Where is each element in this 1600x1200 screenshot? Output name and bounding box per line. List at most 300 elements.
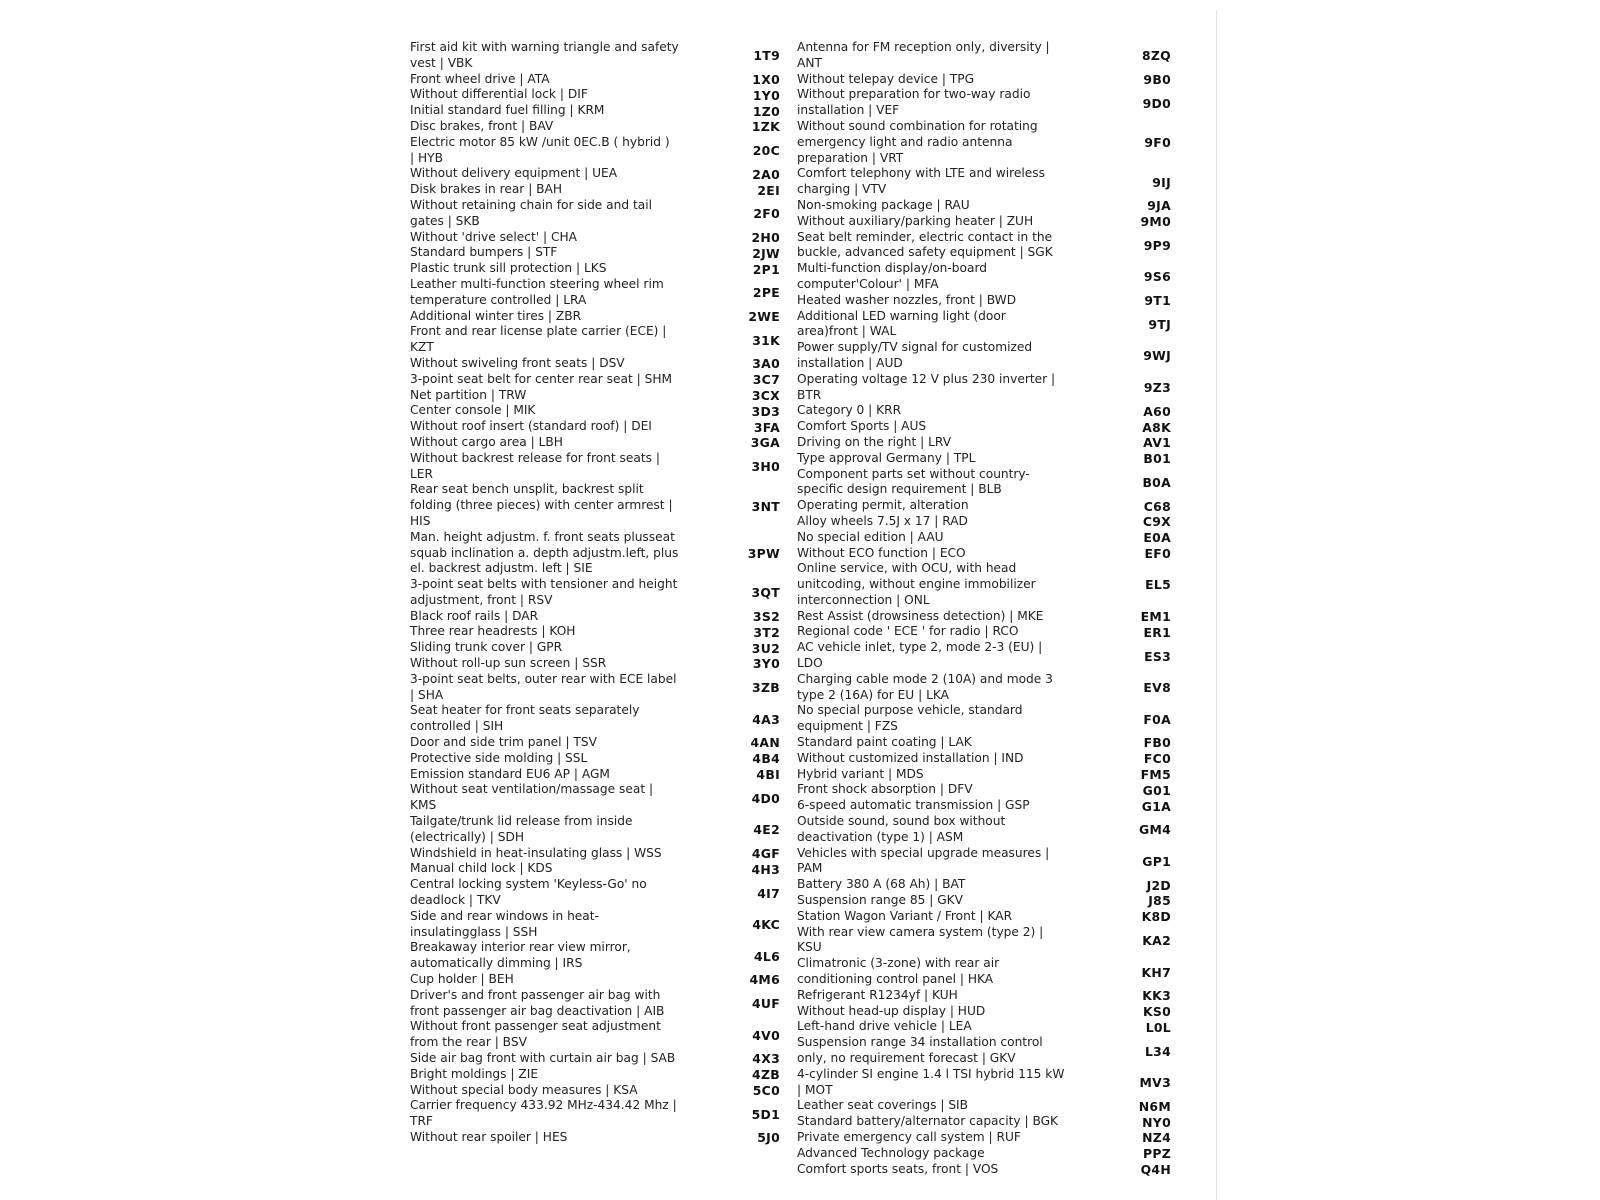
equipment-row bbox=[410, 309, 780, 325]
equipment-description: Side and rear windows in heat- insulatingglass | SSH bbox=[410, 908, 599, 939]
equipment-description: Standard battery/alternator capacity | BGK bbox=[797, 1114, 1059, 1129]
equipment-description: Antenna for FM reception only, diversity | ANT bbox=[797, 40, 1050, 70]
option-code: 2A0 bbox=[752, 166, 780, 182]
equipment-description: Station Wagon Variant / Front | KAR bbox=[797, 908, 1013, 923]
equipment-description: Front and rear license plate carrier (ECE) | KZT bbox=[410, 324, 667, 355]
option-code: 9M0 bbox=[1140, 214, 1171, 230]
equipment-description: Non-smoking package | RAU bbox=[797, 197, 970, 212]
option-code: 9P9 bbox=[1143, 237, 1171, 253]
equipment-description: Operating permit, alteration bbox=[797, 498, 969, 513]
option-code: 3H0 bbox=[751, 459, 780, 475]
option-code: 4M6 bbox=[749, 972, 780, 988]
equipment-row bbox=[410, 735, 780, 751]
equipment-row bbox=[797, 782, 1171, 798]
equipment-description: Power supply/TV signal for customized installation | AUD bbox=[797, 340, 1033, 370]
equipment-row bbox=[410, 419, 780, 435]
equipment-description: Climatronic (3-zone) with rear air conditioning control panel | HKA bbox=[797, 956, 1000, 987]
equipment-row bbox=[797, 451, 1171, 467]
option-code: 3ZB bbox=[752, 680, 780, 696]
equipment-row bbox=[410, 230, 780, 246]
equipment-description: Central locking system 'Keyless-Go' no deadlock | TKV bbox=[410, 877, 647, 908]
equipment-row bbox=[410, 435, 780, 451]
equipment-description: Category 0 | KRR bbox=[797, 403, 902, 418]
equipment-row bbox=[410, 166, 780, 182]
equipment-row bbox=[410, 624, 780, 640]
equipment-description: Front wheel drive | ATA bbox=[410, 71, 550, 86]
equipment-description: Regional code ' ECE ' for radio | RCO bbox=[797, 624, 1019, 639]
equipment-row bbox=[797, 514, 1171, 530]
equipment-description: Without seat ventilation/massage seat | KMS bbox=[410, 782, 654, 813]
option-code: F0A bbox=[1143, 711, 1171, 727]
equipment-row bbox=[410, 482, 780, 529]
equipment-description: Leather seat coverings | SIB bbox=[797, 1098, 969, 1113]
option-code: 2F0 bbox=[753, 206, 780, 222]
option-code: 4AN bbox=[750, 735, 780, 751]
option-code: 4I7 bbox=[757, 885, 780, 901]
option-code: C68 bbox=[1143, 498, 1171, 514]
equipment-row bbox=[797, 119, 1171, 166]
equipment-description: Door and side trim panel | TSV bbox=[410, 735, 597, 750]
option-code: 2EI bbox=[757, 182, 780, 198]
equipment-row bbox=[797, 403, 1171, 419]
equipment-description: Comfort Sports | AUS bbox=[797, 419, 927, 434]
equipment-description: Left-hand drive vehicle | LEA bbox=[797, 1019, 972, 1034]
equipment-row bbox=[410, 577, 780, 609]
equipment-row bbox=[797, 166, 1171, 198]
option-code: N6M bbox=[1138, 1098, 1171, 1114]
equipment-row bbox=[410, 1019, 780, 1051]
option-code: KH7 bbox=[1141, 964, 1171, 980]
option-code: 2PE bbox=[752, 285, 780, 301]
equipment-row bbox=[410, 814, 780, 846]
option-code: 31K bbox=[752, 332, 780, 348]
option-code: EF0 bbox=[1144, 545, 1171, 561]
option-code: AV1 bbox=[1143, 435, 1171, 451]
option-code: 4UF bbox=[751, 996, 780, 1012]
option-code: 9TJ bbox=[1148, 316, 1171, 332]
equipment-row bbox=[797, 814, 1171, 846]
equipment-row bbox=[410, 656, 780, 672]
equipment-row bbox=[797, 340, 1171, 372]
option-code: 9D0 bbox=[1142, 95, 1171, 111]
option-code: 9F0 bbox=[1144, 135, 1171, 151]
equipment-description: Multi-function display/on-board computer'Colour' | MFA bbox=[797, 261, 988, 291]
option-code: 3U2 bbox=[751, 640, 780, 656]
option-code: 4KC bbox=[752, 917, 780, 933]
equipment-description: Protective side molding | SSL bbox=[410, 750, 588, 765]
equipment-row bbox=[410, 1067, 780, 1083]
equipment-description: Without backrest release for front seats | LER bbox=[410, 450, 660, 481]
option-code: 4E2 bbox=[753, 822, 780, 838]
equipment-row bbox=[410, 640, 780, 656]
equipment-description: Manual child lock | KDS bbox=[410, 861, 553, 876]
equipment-row bbox=[410, 877, 780, 909]
equipment-row bbox=[410, 403, 780, 419]
equipment-row bbox=[797, 798, 1171, 814]
equipment-description: Without retaining chain for side and tail gates | SKB bbox=[410, 197, 652, 228]
equipment-description: Windshield in heat-insulating glass | WSS bbox=[410, 845, 662, 860]
option-code: 4BI bbox=[756, 767, 780, 783]
equipment-description: Type approval Germany | TPL bbox=[797, 450, 976, 465]
equipment-description: Refrigerant R1234yf | KUH bbox=[797, 987, 958, 1002]
equipment-row bbox=[797, 846, 1171, 878]
equipment-row bbox=[410, 40, 780, 72]
equipment-row bbox=[797, 1114, 1171, 1130]
equipment-row bbox=[410, 861, 780, 877]
equipment-description: Without differential lock | DIF bbox=[410, 87, 588, 102]
equipment-description: Operating voltage 12 V plus 230 inverter | BTR bbox=[797, 371, 1056, 402]
option-code: 4H3 bbox=[751, 861, 780, 877]
option-code: 1ZK bbox=[751, 119, 780, 135]
equipment-description: Tailgate/trunk lid release from inside (electrically) | SDH bbox=[410, 814, 633, 844]
option-code: 2JW bbox=[752, 245, 780, 261]
equipment-description: Additional winter tires | ZBR bbox=[410, 308, 582, 323]
equipment-description: Additional LED warning light (door area)front | WAL bbox=[797, 308, 1006, 339]
option-code: 3QT bbox=[751, 585, 780, 601]
left-column-equipment-list bbox=[410, 40, 780, 1146]
option-code: 3D3 bbox=[751, 403, 780, 419]
equipment-description: Without head-up display | HUD bbox=[797, 1003, 986, 1018]
equipment-row bbox=[797, 198, 1171, 214]
equipment-description: Without telepay device | TPG bbox=[797, 71, 975, 86]
equipment-row bbox=[410, 277, 780, 309]
option-code: 1Y0 bbox=[752, 87, 780, 103]
option-code: 9JA bbox=[1147, 198, 1171, 214]
equipment-row bbox=[797, 293, 1171, 309]
option-code: 3FA bbox=[753, 419, 780, 435]
equipment-description: Sliding trunk cover | GPR bbox=[410, 640, 563, 655]
option-code: 4D0 bbox=[751, 790, 780, 806]
equipment-row bbox=[410, 1083, 780, 1099]
equipment-description: Comfort sports seats, front | VOS bbox=[797, 1161, 999, 1176]
page-edge-divider bbox=[1216, 10, 1217, 1200]
option-code: L0L bbox=[1145, 1019, 1171, 1035]
equipment-description: 3-point seat belts with tensioner and height adjustment, front | RSV bbox=[410, 577, 678, 607]
equipment-description: Seat heater for front seats separately controlled | SIH bbox=[410, 703, 640, 734]
equipment-description: Without ECO function | ECO bbox=[797, 545, 966, 560]
equipment-description: First aid kit with warning triangle and safety vest | VBK bbox=[410, 40, 679, 70]
option-code: B01 bbox=[1143, 451, 1171, 467]
equipment-description: Outside sound, sound box without deactivation (type 1) | ASM bbox=[797, 814, 1006, 844]
equipment-row bbox=[410, 909, 780, 941]
equipment-row bbox=[797, 467, 1171, 499]
equipment-description: Standard paint coating | LAK bbox=[797, 735, 972, 750]
equipment-row bbox=[410, 782, 780, 814]
option-code: G01 bbox=[1142, 782, 1171, 798]
option-code: 8ZQ bbox=[1141, 48, 1171, 64]
equipment-row bbox=[410, 87, 780, 103]
equipment-description: Disc brakes, front | BAV bbox=[410, 118, 554, 133]
equipment-row bbox=[410, 609, 780, 625]
equipment-row bbox=[797, 435, 1171, 451]
option-code: 9IJ bbox=[1152, 174, 1171, 190]
option-code: 1X0 bbox=[752, 71, 780, 87]
equipment-description: Rear seat bench unsplit, backrest split folding (three pieces) with center armrest | HIS bbox=[410, 482, 673, 528]
equipment-row bbox=[797, 672, 1171, 704]
option-code: EV8 bbox=[1143, 680, 1171, 696]
equipment-row bbox=[797, 1019, 1171, 1035]
equipment-row bbox=[410, 324, 780, 356]
option-code: NZ4 bbox=[1142, 1130, 1171, 1146]
option-code: 4ZB bbox=[752, 1067, 780, 1083]
option-code: 3PW bbox=[747, 545, 780, 561]
equipment-description: Driving on the right | LRV bbox=[797, 434, 952, 449]
equipment-row bbox=[797, 87, 1171, 119]
right-column-equipment-list bbox=[797, 40, 1171, 1177]
equipment-description: 4-cylinder SI engine 1.4 l TSI hybrid 115 kW | MOT bbox=[797, 1066, 1065, 1097]
option-code: 9B0 bbox=[1143, 71, 1171, 87]
equipment-row bbox=[797, 1146, 1171, 1162]
option-code: C9X bbox=[1142, 514, 1171, 530]
option-code: FM5 bbox=[1140, 767, 1171, 783]
option-code: G1A bbox=[1141, 798, 1171, 814]
equipment-row bbox=[797, 735, 1171, 751]
equipment-description: Leather multi-function steering wheel rim temperature controlled | LRA bbox=[410, 276, 664, 307]
equipment-row bbox=[410, 846, 780, 862]
equipment-description: Online service, with OCU, with head unitcoding, without engine immobilizer interconnection | ONL bbox=[797, 561, 1036, 607]
equipment-description: Disk brakes in rear | BAH bbox=[410, 182, 563, 197]
option-code: GP1 bbox=[1142, 853, 1171, 869]
equipment-row bbox=[797, 530, 1171, 546]
option-code: GM4 bbox=[1138, 822, 1171, 838]
equipment-row bbox=[410, 988, 780, 1020]
option-code: NY0 bbox=[1142, 1114, 1171, 1130]
option-code: 3NT bbox=[751, 498, 780, 514]
option-code: A60 bbox=[1143, 403, 1171, 419]
equipment-row bbox=[797, 1162, 1171, 1178]
option-code: 2H0 bbox=[751, 229, 780, 245]
equipment-description: Driver's and front passenger air bag with front passenger air bag deactivation | AIB bbox=[410, 987, 665, 1018]
option-code: 3CX bbox=[751, 387, 780, 403]
equipment-row bbox=[410, 356, 780, 372]
option-code: 4A3 bbox=[752, 711, 780, 727]
equipment-row bbox=[797, 640, 1171, 672]
option-code: 3GA bbox=[750, 435, 780, 451]
option-code: 1Z0 bbox=[752, 103, 780, 119]
equipment-description: Seat belt reminder, electric contact in the buckle, advanced safety equipment | SGK bbox=[797, 229, 1053, 260]
option-code: Q4H bbox=[1140, 1161, 1171, 1177]
equipment-description: Without auxiliary/parking heater | ZUH bbox=[797, 213, 1034, 228]
equipment-description: Battery 380 A (68 Ah) | BAT bbox=[797, 877, 966, 892]
option-code: 1T9 bbox=[753, 48, 780, 64]
option-code: 2WE bbox=[748, 308, 780, 324]
option-code: 4B4 bbox=[752, 751, 780, 767]
option-code: 4GF bbox=[751, 846, 780, 862]
equipment-row bbox=[410, 530, 780, 577]
option-code: 4L6 bbox=[753, 948, 780, 964]
equipment-description: No special purpose vehicle, standard equipment | FZS bbox=[797, 703, 1023, 734]
equipment-row bbox=[797, 309, 1171, 341]
equipment-description: Without roll-up sun screen | SSR bbox=[410, 656, 607, 671]
option-code: B0A bbox=[1142, 474, 1171, 490]
equipment-row bbox=[410, 1098, 780, 1130]
equipment-row bbox=[410, 451, 780, 483]
equipment-description: Man. height adjustm. f. front seats plusseat squab inclination a. depth adjustm.left, plus el. backrest adjustm. left | SIE bbox=[410, 529, 679, 576]
equipment-row bbox=[797, 1130, 1171, 1146]
equipment-row bbox=[797, 1035, 1171, 1067]
option-code: 5J0 bbox=[757, 1130, 780, 1146]
equipment-description: Without cargo area | LBH bbox=[410, 434, 563, 449]
equipment-row bbox=[410, 1130, 780, 1146]
equipment-description: AC vehicle inlet, type 2, mode 2-3 (EU) | LDO bbox=[797, 640, 1043, 671]
option-code: 2P1 bbox=[752, 261, 780, 277]
equipment-description: Charging cable mode 2 (10A) and mode 3 type 2 (16A) for EU | LKA bbox=[797, 671, 1053, 702]
option-code: 4V0 bbox=[752, 1027, 780, 1043]
equipment-row bbox=[797, 261, 1171, 293]
option-code: 5D1 bbox=[751, 1106, 780, 1122]
equipment-description: Comfort telephony with LTE and wireless charging | VTV bbox=[797, 166, 1045, 197]
equipment-description: 3-point seat belts, outer rear with ECE label | SHA bbox=[410, 671, 677, 702]
equipment-description: Rest Assist (drowsiness detection) | MKE bbox=[797, 608, 1044, 623]
equipment-row bbox=[797, 877, 1171, 893]
option-code: 5C0 bbox=[752, 1082, 780, 1098]
equipment-row bbox=[797, 956, 1171, 988]
option-code: L34 bbox=[1144, 1043, 1171, 1059]
option-code: KA2 bbox=[1142, 932, 1171, 948]
equipment-row bbox=[410, 940, 780, 972]
equipment-description: Alloy wheels 7.5J x 17 | RAD bbox=[797, 513, 968, 528]
equipment-description: No special edition | AAU bbox=[797, 529, 944, 544]
equipment-row bbox=[797, 1067, 1171, 1099]
option-code: 9Z3 bbox=[1143, 380, 1171, 396]
option-code: EL5 bbox=[1145, 577, 1171, 593]
equipment-description: With rear view camera system (type 2) | KSU bbox=[797, 924, 1044, 955]
equipment-description: Side air bag front with curtain air bag | SAB bbox=[410, 1051, 676, 1065]
equipment-row bbox=[410, 372, 780, 388]
option-code: KS0 bbox=[1142, 1004, 1171, 1019]
equipment-row bbox=[797, 230, 1171, 262]
equipment-description: Advanced Technology package bbox=[797, 1145, 985, 1160]
option-code: 9T1 bbox=[1144, 293, 1171, 309]
equipment-description: Black roof rails | DAR bbox=[410, 608, 539, 623]
option-code: KK3 bbox=[1142, 988, 1171, 1004]
equipment-row bbox=[410, 103, 780, 119]
option-code: A8K bbox=[1142, 419, 1171, 435]
equipment-row bbox=[797, 214, 1171, 230]
option-code: J85 bbox=[1148, 893, 1171, 909]
option-code: PPZ bbox=[1142, 1146, 1171, 1162]
equipment-description: Without rear spoiler | HES bbox=[410, 1129, 568, 1144]
equipment-row bbox=[797, 1004, 1171, 1020]
option-code: 3T2 bbox=[753, 624, 780, 640]
equipment-row bbox=[410, 672, 780, 704]
equipment-row bbox=[410, 135, 780, 167]
equipment-row bbox=[410, 119, 780, 135]
option-code: 9WJ bbox=[1143, 348, 1171, 364]
option-code: 3C7 bbox=[752, 372, 780, 388]
equipment-description: Vehicles with special upgrade measures | PAM bbox=[797, 845, 1050, 876]
equipment-row bbox=[410, 198, 780, 230]
equipment-row bbox=[797, 419, 1171, 435]
option-code: FC0 bbox=[1143, 751, 1171, 767]
option-code: ER1 bbox=[1143, 624, 1171, 640]
equipment-description: Bright moldings | ZIE bbox=[410, 1066, 539, 1081]
equipment-description: Three rear headrests | KOH bbox=[410, 624, 576, 639]
equipment-row bbox=[797, 72, 1171, 88]
equipment-description: Without delivery equipment | UEA bbox=[410, 166, 618, 181]
equipment-row bbox=[410, 1051, 780, 1067]
equipment-description: Without 'drive select' | CHA bbox=[410, 229, 578, 244]
equipment-row bbox=[797, 751, 1171, 767]
option-code: 3Y0 bbox=[752, 656, 780, 672]
equipment-row bbox=[797, 925, 1171, 957]
equipment-row bbox=[797, 893, 1171, 909]
equipment-row bbox=[410, 72, 780, 88]
option-code: 3A0 bbox=[752, 356, 780, 372]
equipment-description: Without swiveling front seats | DSV bbox=[410, 355, 625, 370]
equipment-description: Component parts set without country- specific design requirement | BLB bbox=[797, 466, 1030, 497]
equipment-row bbox=[797, 988, 1171, 1004]
equipment-description: Without preparation for two-way radio installation | VEF bbox=[797, 87, 1031, 118]
equipment-row bbox=[797, 546, 1171, 562]
option-code: 3S2 bbox=[752, 609, 780, 625]
equipment-row bbox=[797, 767, 1171, 783]
equipment-description: Suspension range 85 | GKV bbox=[797, 893, 964, 908]
equipment-row bbox=[410, 972, 780, 988]
equipment-description: Without special body measures | KSA bbox=[410, 1082, 638, 1097]
equipment-row bbox=[410, 703, 780, 735]
equipment-description: Front shock absorption | DFV bbox=[797, 782, 973, 797]
equipment-description: Center console | MIK bbox=[410, 403, 536, 418]
equipment-description: 6-speed automatic transmission | GSP bbox=[797, 798, 1030, 813]
equipment-row bbox=[797, 609, 1171, 625]
option-code: FB0 bbox=[1143, 735, 1171, 751]
equipment-description: Without front passenger seat adjustment from the rear | BSV bbox=[410, 1019, 661, 1050]
option-code: 4X3 bbox=[752, 1051, 780, 1067]
equipment-description: Emission standard EU6 AP | AGM bbox=[410, 766, 610, 781]
equipment-description: Standard bumpers | STF bbox=[410, 245, 558, 260]
option-code: E0A bbox=[1143, 530, 1171, 546]
option-code: MV3 bbox=[1139, 1075, 1171, 1091]
equipment-description: Net partition | TRW bbox=[410, 387, 527, 402]
equipment-row bbox=[410, 245, 780, 261]
equipment-description: Without roof insert (standard roof) | DEI bbox=[410, 419, 652, 434]
equipment-description: Without sound combination for rotating emergency light and radio antenna preparation | VRT bbox=[797, 118, 1038, 165]
equipment-description: Carrier frequency 433.92 MHz-434.42 Mhz | TRF bbox=[410, 1098, 677, 1129]
equipment-description: Initial standard fuel filling | KRM bbox=[410, 103, 605, 118]
equipment-row bbox=[797, 909, 1171, 925]
equipment-description: Heated washer nozzles, front | BWD bbox=[797, 292, 1017, 307]
equipment-row bbox=[410, 767, 780, 783]
equipment-row bbox=[410, 388, 780, 404]
option-code: J2D bbox=[1146, 877, 1171, 893]
equipment-description: Plastic trunk sill protection | LKS bbox=[410, 261, 607, 276]
equipment-row bbox=[410, 182, 780, 198]
option-code: 20C bbox=[752, 143, 780, 159]
equipment-row bbox=[797, 703, 1171, 735]
equipment-row bbox=[797, 372, 1171, 404]
equipment-description: Breakaway interior rear view mirror, automatically dimming | IRS bbox=[410, 940, 631, 971]
equipment-row bbox=[797, 1098, 1171, 1114]
equipment-row bbox=[410, 751, 780, 767]
equipment-description: Hybrid variant | MDS bbox=[797, 766, 924, 781]
option-code: ES3 bbox=[1144, 648, 1171, 664]
equipment-row bbox=[797, 40, 1171, 72]
option-code: K8D bbox=[1141, 909, 1171, 925]
equipment-row bbox=[797, 561, 1171, 608]
equipment-description: Electric motor 85 kW /unit 0EC.B ( hybrid ) | HYB bbox=[410, 134, 670, 165]
equipment-description: Cup holder | BEH bbox=[410, 972, 514, 987]
equipment-row bbox=[797, 498, 1171, 514]
option-code: 9S6 bbox=[1143, 269, 1171, 285]
equipment-description: Without customized installation | IND bbox=[797, 750, 1024, 765]
equipment-description: Private emergency call system | RUF bbox=[797, 1129, 1021, 1144]
equipment-description: 3-point seat belt for center rear seat | SHM bbox=[410, 371, 673, 386]
option-code: EM1 bbox=[1140, 609, 1171, 625]
equipment-row bbox=[410, 261, 780, 277]
equipment-row bbox=[797, 624, 1171, 640]
equipment-description: Suspension range 34 installation control only, no requirement forecast | GKV bbox=[797, 1035, 1043, 1065]
